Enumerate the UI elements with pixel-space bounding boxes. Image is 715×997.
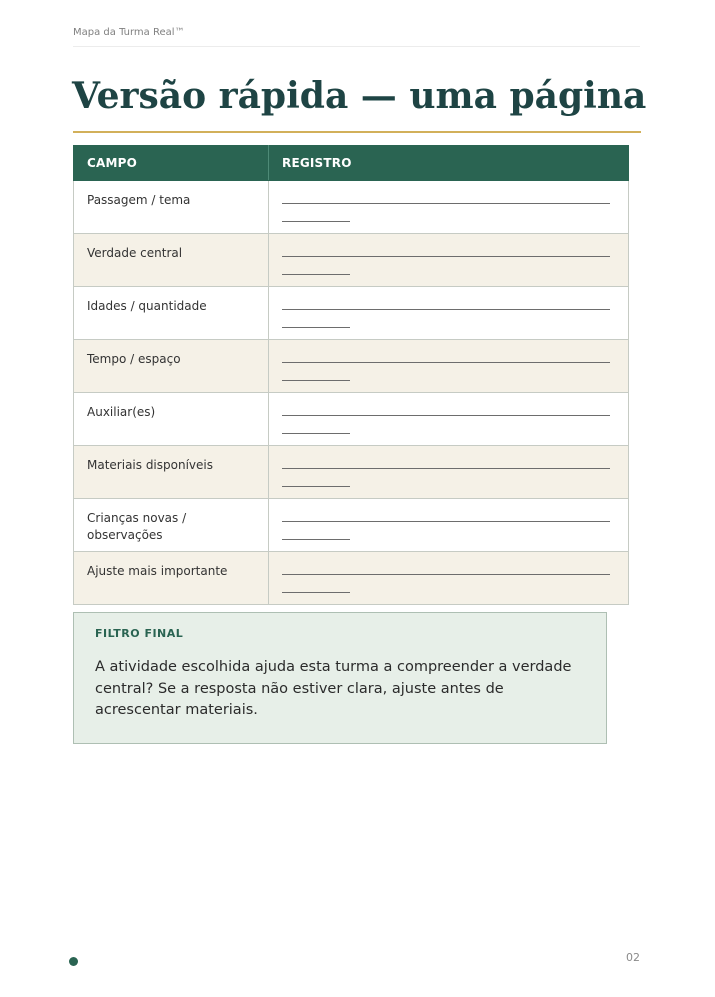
record-entry[interactable] [269, 287, 629, 340]
blank-line [282, 327, 350, 328]
record-table [73, 145, 629, 605]
blank-line [282, 362, 610, 363]
filter-title: FILTRO FINAL [95, 627, 184, 640]
blank-line [282, 433, 350, 434]
blank-line [282, 221, 350, 222]
record-entry[interactable] [269, 499, 629, 552]
blank-line [282, 539, 350, 540]
table-row [74, 234, 629, 287]
blank-line [282, 468, 610, 469]
field-label: Materiais disponíveis [74, 446, 269, 499]
page-title: Versão rápida — uma página [72, 75, 647, 117]
header-divider [73, 46, 640, 47]
field-label: Tempo / espaço [74, 340, 269, 393]
blank-line [282, 380, 350, 381]
table-row [74, 446, 629, 499]
table-row [74, 287, 629, 340]
field-label: Crianças novas / observações [74, 499, 269, 552]
field-label: Ajuste mais importante [74, 552, 269, 605]
record-entry[interactable] [269, 393, 629, 446]
table-row [74, 181, 629, 234]
column-header-field: CAMPO [74, 146, 269, 181]
title-divider [73, 131, 641, 133]
blank-line [282, 592, 350, 593]
footer-dot-icon [69, 957, 78, 966]
record-entry[interactable] [269, 552, 629, 605]
blank-line [282, 274, 350, 275]
blank-line [282, 486, 350, 487]
record-entry[interactable] [269, 446, 629, 499]
blank-line [282, 415, 610, 416]
running-header: Mapa da Turma Real™ [73, 27, 185, 38]
field-label: Verdade central [74, 234, 269, 287]
record-entry[interactable] [269, 340, 629, 393]
table-row [74, 393, 629, 446]
filter-text: A atividade escolhida ajuda esta turma a compreender a verdade central? Se a resposta não estiver clara, ajuste antes de acrescentar materiais. [95, 659, 572, 718]
blank-line [282, 256, 610, 257]
field-label: Passagem / tema [74, 181, 269, 234]
final-filter-box [73, 612, 607, 744]
column-header-record: REGISTRO [269, 146, 629, 181]
record-entry[interactable] [269, 181, 629, 234]
page-number: 02 [626, 951, 640, 964]
field-label: Auxiliar(es) [74, 393, 269, 446]
table-header-row [74, 146, 629, 181]
table-row [74, 340, 629, 393]
field-label: Idades / quantidade [74, 287, 269, 340]
table-row [74, 552, 629, 605]
record-entry[interactable] [269, 234, 629, 287]
blank-line [282, 203, 610, 204]
table-row [74, 499, 629, 552]
blank-line [282, 309, 610, 310]
blank-line [282, 574, 610, 575]
blank-line [282, 521, 610, 522]
